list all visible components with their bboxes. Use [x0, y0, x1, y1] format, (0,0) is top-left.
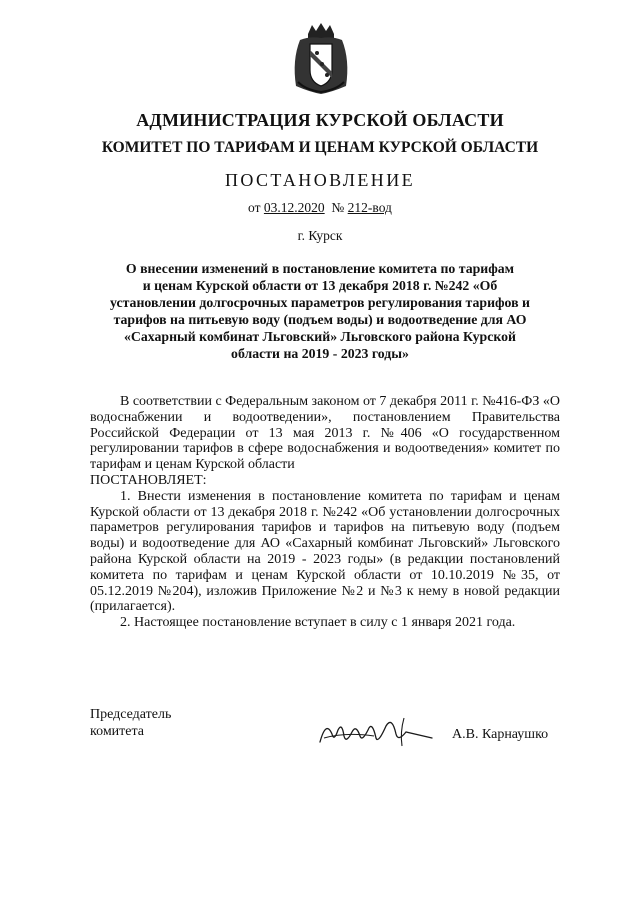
document-number: 212-вод	[347, 200, 392, 215]
committee-heading: КОМИТЕТ ПО ТАРИФАМ И ЦЕНАМ КУРСКОЙ ОБЛАСТИ	[101, 139, 539, 156]
resolves-line: ПОСТАНОВЛЯЕТ:	[90, 472, 207, 488]
document-type-heading: ПОСТАНОВЛЕНИЕ	[224, 170, 416, 190]
title-line: «Сахарный комбинат Льговский» Льговского района Курской	[124, 329, 516, 344]
title-line: установлении долгосрочных параметров регулирования тарифов и	[110, 295, 530, 310]
administration-heading: АДМИНИСТРАЦИЯ КУРСКОЙ ОБЛАСТИ	[136, 110, 504, 130]
date-number-line	[0, 200, 640, 216]
document-title	[92, 260, 548, 362]
document-date: 03.12.2020	[263, 200, 325, 215]
intro-paragraph: В соответствии с Федеральным законом от 7 декабря 2011 г. №416-ФЗ «О водоснабжении и водоотведении», постановлением Правительства Российской Федерации от 13 мая 2013 г. №406 «О государственном регулировании тарифов в сфере водоснабжения и водоотведения» комитет по тарифам и ценам Курской области	[90, 394, 560, 473]
date-prefix: от	[248, 200, 261, 215]
position-line: Председатель	[90, 707, 172, 722]
title-line: тарифов на питьевую воду (подъем воды) и водоотведение для АО	[113, 312, 527, 327]
handwritten-signature-icon	[316, 712, 434, 752]
position-line: комитета	[90, 724, 145, 739]
title-line: области на 2019 - 2023 годы»	[231, 346, 409, 361]
item-1-paragraph: 1. Внести изменения в постановление комитета по тарифам и ценам Курской области от 13 декабря 2018 г. №242 «Об установлении долгосрочных параметров регулирования тарифов и тарифов на питьевую воду (подъем воды) и водоотведение для АО «Сахарный комбинат Льговский» Льговского района Курской области на 2019 - 2023 годы» (в редакции постановлений комитета по тарифам и ценам Курской области от 10.10.2019 №35, от 05.12.2019 №204), изложив Приложение №2 и №3 к нему в новой редакции (прилагается).	[90, 488, 560, 615]
title-line: и ценам Курской области от 13 декабря 2018 г. №242 «Об	[142, 278, 498, 293]
number-prefix: №	[331, 200, 345, 215]
coat-of-arms-icon	[290, 20, 352, 96]
item-2-paragraph: 2. Настоящее постановление вступает в силу с 1 января 2021 года.	[120, 615, 516, 631]
document-body	[90, 394, 560, 631]
city-line: г. Курск	[297, 228, 343, 243]
signatory-name: А.В. Карнаушко	[452, 727, 549, 742]
signatory-position	[90, 706, 171, 740]
title-line: О внесении изменений в постановление комитета по тарифам	[125, 261, 515, 276]
